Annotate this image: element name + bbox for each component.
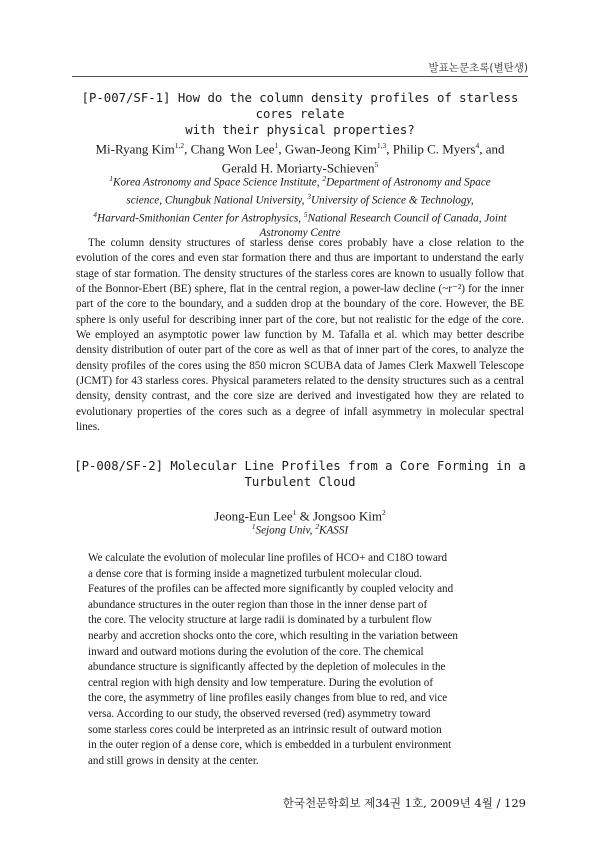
paper2-title-line2: Turbulent Cloud [244,475,356,489]
abstract-line: abundance structure is significantly affected by the depletion of molecules in the [88,661,446,674]
paper1-authors [70,138,530,177]
affil-num: 2 [315,522,320,531]
affil-num: 1 [251,522,256,531]
abstract-line: inward and outward motions during the evolution of the core. The chemical [88,645,424,658]
author-affil: 1 [274,141,279,150]
affil-num: 1 [109,174,113,183]
paper2-abstract [88,551,528,769]
paper1-title [70,90,530,138]
abstract-line: We calculate the evolution of molecular line profiles of HCO+ and C18O toward [88,552,448,564]
abstract-line: and still grows in density at the center. [88,754,259,767]
paper2-affiliations [66,520,534,538]
author-affil: 1 [292,508,297,517]
affil-num: 2 [322,174,327,183]
affil-text: University of Science & Technology, [310,194,474,207]
section-label: 발표논문초록(별탄생) [428,62,528,74]
author-sep: & [296,508,313,524]
author-sep: , [184,141,191,157]
abstract-line: nearby and accretion shocks onto the core, which resulting in the variation between [88,629,458,642]
abstract-line: central region with high density and low temperature. During the evolution of [88,676,434,689]
affil-text: Sejong Univ, [255,524,316,537]
author-name: Jeong-Eun Lee [214,508,293,524]
abstract-line: the core. The velocity structure at large radii is dominated by a turbulent flow [88,614,433,627]
affil-text: National Research Council of Canada, Joint [307,213,507,226]
paper2-title [70,458,530,490]
abstract-line: a dense core that is forming inside a magnetized turbulent molecular cloud. [88,567,422,580]
header-rule [72,76,528,77]
affil-text: science, Chungbuk National University, [126,194,308,207]
abstract-line: Features of the profiles can be affected more significantly by coupled velocity and [88,583,454,596]
author-name: Jongsoo Kim [312,508,382,524]
affil-text: Korea Astronomy and Space Science Institute, [113,176,323,189]
affil-text: Astronomy Centre [259,227,341,240]
affil-text: Harvard-Smithonian Center for Astrophysics, [97,213,304,226]
affil-text: KASSI [319,524,349,537]
author-name: Gerald H. Moriarty-Schieven [221,160,375,176]
abstract-line: versa. According to our study, the observed reversed (red) asymmetry toward [88,707,431,720]
affil-num: 5 [303,210,308,220]
paper1-authors-line1 [70,138,530,157]
paper1-title-line1: [P-007/SF-1] How do the column density profiles of starless cores relate [81,91,519,121]
author-name: Gwan-Jeong Kim [284,141,377,157]
author-sep: , [386,141,393,157]
paper2-title-line1: [P-008/SF-2] Molecular Line Profiles from a Core Forming in a [74,459,526,473]
author-affil: 5 [374,160,379,170]
author-name: Mi-Ryang Kim [95,141,175,157]
affil-text: Department of Astronomy and Space [326,176,491,189]
author-name: Chang Won Lee [190,141,275,157]
affil-num: 3 [307,192,311,202]
paper1-title-line2: with their physical properties? [185,123,415,137]
author-sep: , and [479,141,505,157]
author-affil: 1,2 [174,141,185,150]
abstract-line: abundance structures in the outer region than those in the inner dense part of [88,598,428,611]
paper1-abstract-text: The column density structures of starless dense cores probably have a close relation to the evolution of the cores and even star formation there and thus are important to understand the early stage of star formation. The density structures of the starless cores are known to usually follow that of the Bonnor-Ebert (BE) sphere, flat in the central region, a power-law decline (~r⁻²) for the inner part of the core to the boundary, and a sudden drop at the boundary of the core. However, the BE sphere is only useful for describing inner part of the core, but not realistic for the edge of the core. We employed an asymptotic power law function by M. Tafalla et al. which may better describe density distribution of outer part of the core as well as that of inner part of the cores, to analyze the density profiles of the cores using the 850 micron SCUBA data of James Clerk Maxwell Telescope (JCMT) for 43 starless cores. Physical parameters related to the density structures such as a central density, density contrast, and the core size are derived and investigated how they are related to evolutionary properties of the cores such as a degree of infall asymmetry in molecular spectral lines. [76,237,524,434]
abstract-line: the core, the asymmetry of line profiles easily changes from blue to red, and vice [88,692,448,705]
author-affil: 4 [475,141,480,150]
page-footer: 한국천문학회보 제34권 1호, 2009년 4월 / 129 [282,796,526,810]
abstract-line: in the outer region of a dense core, which is embedded in a turbulent environment [88,739,452,752]
paper1-abstract [76,236,524,435]
author-affil: 1,3 [376,141,387,150]
paper1-affiliations [66,172,534,241]
author-sep: , [278,141,285,157]
author-name: Philip C. Myers [392,141,476,157]
abstract-line: some starless cores could be interpreted as an intrinsic result of outward motion [88,723,442,736]
affil-num: 4 [93,210,98,220]
author-affil: 2 [381,508,386,517]
